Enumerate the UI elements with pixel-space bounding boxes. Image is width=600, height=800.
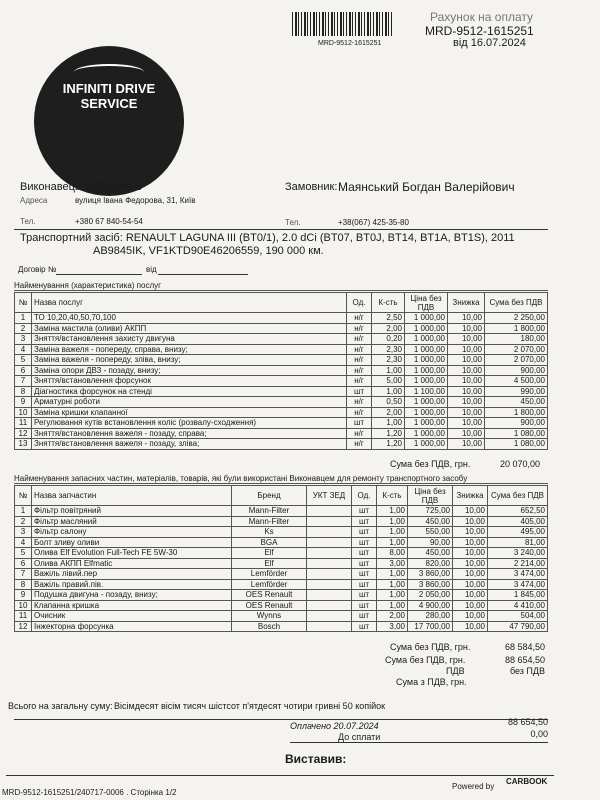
table-cell: шт	[352, 579, 377, 590]
divider	[14, 229, 548, 230]
table-cell	[307, 590, 352, 601]
col-qty: К-сть	[372, 293, 405, 313]
table-cell: шт	[352, 611, 377, 622]
table-cell: н/г	[347, 344, 372, 355]
footer-powered: Powered by	[452, 782, 495, 791]
table-cell: 5	[15, 355, 32, 366]
vehicle-line2: AB9845IK, VF1KTD90E46206559, 190 000 км.	[93, 245, 324, 257]
table-cell: 7	[15, 376, 32, 387]
table-cell: Заміна важеля - попереду, справа, внизу;	[32, 344, 347, 355]
table-row	[15, 600, 548, 611]
customer-tel: +38(067) 425-35-80	[338, 218, 409, 227]
col-price: Ціна без ПДВ	[408, 486, 453, 506]
vat-label: ПДВ	[446, 666, 465, 676]
table-cell: 10,00	[453, 569, 488, 580]
table-cell: 10,00	[453, 548, 488, 559]
table-cell: 10,00	[453, 600, 488, 611]
table-cell: н/г	[347, 323, 372, 334]
table-cell	[307, 516, 352, 527]
table-cell: 4	[15, 344, 32, 355]
invoice-title: Рахунок на оплату	[430, 10, 534, 24]
table-cell: 1 080,00	[485, 428, 548, 439]
table-cell: Зняття/встановлення форсунок	[32, 376, 347, 387]
table-cell	[307, 527, 352, 538]
in-words-text: Вісімдесят вісім тисяч шістсот п'ятдесят чотири гривні 50 копійок	[114, 701, 386, 711]
table-cell: Elf	[232, 558, 307, 569]
table-cell: OES Renault	[232, 590, 307, 601]
table-cell: н/г	[347, 334, 372, 345]
parts-total: 68 584,50	[504, 642, 545, 652]
table-cell: 2 070,00	[485, 355, 548, 366]
table-cell: 1	[15, 506, 32, 517]
table-cell: 2,50	[372, 313, 405, 324]
table-cell	[307, 579, 352, 590]
table-row	[15, 439, 548, 450]
table-cell: 9	[15, 590, 32, 601]
barcode-text: MRD-9512-1615251	[318, 40, 382, 47]
table-cell: шт	[352, 558, 377, 569]
table-row	[15, 569, 548, 580]
table-row	[15, 527, 548, 538]
table-cell: н/г	[347, 439, 372, 450]
executor-label: Виконавець:	[20, 181, 84, 193]
table-cell: н/г	[347, 376, 372, 387]
table-cell	[307, 569, 352, 580]
contract-from: від	[146, 265, 157, 274]
table-cell: 47 790,00	[488, 621, 548, 632]
table-cell: 1 000,00	[405, 313, 448, 324]
table-cell: 504,00	[488, 611, 548, 622]
table-cell: 3,00	[377, 621, 408, 632]
table-cell: 17 700,00	[408, 621, 453, 632]
table-cell: 3 860,00	[408, 579, 453, 590]
table-cell: 1,20	[372, 428, 405, 439]
table-cell: 5,00	[372, 376, 405, 387]
table-cell: 1 000,00	[405, 355, 448, 366]
table-cell: 0,20	[372, 334, 405, 345]
table-cell: 10,00	[448, 344, 485, 355]
services-section-title: Найменування (характеристика) послуг	[14, 281, 548, 291]
footer-doc-ref: MRD-9512-1615251/240717-0006 . Сторінка 1/2	[2, 788, 177, 797]
table-cell: 1 800,00	[485, 407, 548, 418]
table-cell: Elf	[232, 548, 307, 559]
table-cell: 7	[15, 569, 32, 580]
col-part-name: Назва запчастин	[32, 486, 232, 506]
table-cell: 2,00	[372, 407, 405, 418]
table-cell: 10,00	[448, 355, 485, 366]
table-cell: Олива АКПП Elfmatic	[32, 558, 232, 569]
table-row	[15, 579, 548, 590]
table-row	[15, 428, 548, 439]
table-cell: 1	[15, 313, 32, 324]
table-row	[15, 590, 548, 601]
parts-total-label: Сума без ПДВ, грн.	[390, 642, 471, 652]
signature-label: Виставив:	[285, 752, 347, 766]
table-cell: Зняття/встановлення важеля - позаду, зліва;	[32, 439, 347, 450]
table-cell: 10	[15, 600, 32, 611]
table-row	[15, 397, 548, 408]
table-cell: 2,30	[372, 344, 405, 355]
divider	[290, 742, 548, 743]
table-cell: 10,00	[448, 397, 485, 408]
table-cell: 2 050,00	[408, 590, 453, 601]
table-cell: Арматурні роботи	[32, 397, 347, 408]
barcode	[292, 12, 392, 36]
table-cell: 1,00	[377, 537, 408, 548]
col-no: №	[15, 293, 32, 313]
table-cell: 280,00	[408, 611, 453, 622]
table-row	[15, 344, 548, 355]
table-cell: н/г	[347, 407, 372, 418]
table-cell: Фільтр масляний	[32, 516, 232, 527]
vat-value: без ПДВ	[509, 666, 545, 676]
col-qty: К-сть	[377, 486, 408, 506]
table-cell: Регулювання кутів встановлення коліс (розвалу-сходження)	[32, 418, 347, 429]
table-cell: шт	[352, 600, 377, 611]
table-cell: 8	[15, 579, 32, 590]
table-cell: 2,00	[377, 611, 408, 622]
table-cell: Lemförder	[232, 569, 307, 580]
table-cell: 1,20	[372, 439, 405, 450]
table-cell	[307, 537, 352, 548]
contract-label: Договір №	[18, 265, 57, 274]
table-cell: Фільтр салону	[32, 527, 232, 538]
table-cell: 10,00	[448, 439, 485, 450]
paid-amount: 88 654,50	[507, 717, 548, 727]
table-cell: Bosch	[232, 621, 307, 632]
executor-tel: +380 67 840-54-54	[75, 217, 143, 226]
table-cell: н/г	[347, 355, 372, 366]
table-cell: Заміна кришки клапанної	[32, 407, 347, 418]
table-cell: 8,00	[377, 548, 408, 559]
table-cell: 1 000,00	[405, 407, 448, 418]
services-total: 20 070,00	[499, 459, 540, 469]
table-cell: 11	[15, 418, 32, 429]
customer-name: Маянський Богдан Валерійович	[338, 180, 515, 194]
company-logo	[34, 46, 184, 196]
table-cell: 10,00	[453, 611, 488, 622]
table-cell: Mann-Filter	[232, 506, 307, 517]
table-cell: Діагностика форсунок на стенді	[32, 386, 347, 397]
table-cell: Болт зливу оливи	[32, 537, 232, 548]
table-cell: 1,00	[377, 600, 408, 611]
table-cell: 4	[15, 537, 32, 548]
table-cell: н/г	[347, 428, 372, 439]
executor-address: вулиця Івана Федорова, 31, Київ	[75, 196, 196, 205]
col-sum: Сума без ПДВ	[488, 486, 548, 506]
col-brand: Бренд	[232, 486, 307, 506]
due-amount: 0,00	[530, 729, 548, 739]
table-cell: шт	[352, 537, 377, 548]
table-cell: 3,00	[377, 558, 408, 569]
logo-line1: INFINITI DRIVE	[62, 81, 156, 96]
table-cell: 1,00	[377, 579, 408, 590]
table-cell: 3	[15, 527, 32, 538]
table-row	[15, 611, 548, 622]
table-cell	[307, 548, 352, 559]
vehicle-info	[20, 232, 515, 258]
table-cell: Mann-Filter	[232, 516, 307, 527]
table-cell: шт	[347, 418, 372, 429]
table-cell: н/г	[347, 313, 372, 324]
logo-line2: SERVICE	[80, 96, 138, 111]
table-cell: 8	[15, 386, 32, 397]
table-cell: 1,00	[377, 527, 408, 538]
table-cell: 1,00	[372, 386, 405, 397]
table-cell	[307, 621, 352, 632]
table-cell: 450,00	[408, 516, 453, 527]
table-cell: шт	[352, 506, 377, 517]
table-cell	[307, 611, 352, 622]
table-row	[15, 621, 548, 632]
table-row	[15, 548, 548, 559]
table-cell: 81,00	[488, 537, 548, 548]
invoice-number: MRD-9512-1615251	[425, 24, 534, 38]
vehicle-line1: Транспортний засіб: RENAULT LAGUNA III (BT0/1), 2.0 dCi (BT07, BT0J, BT14, BT1A, BT1S), 2011	[20, 232, 515, 244]
table-cell: 10,00	[448, 418, 485, 429]
table-cell: 1 000,00	[405, 418, 448, 429]
table-cell: Заміна опори ДВЗ - позаду, внизу;	[32, 365, 347, 376]
table-row	[15, 558, 548, 569]
executor-tel-label: Тел.	[20, 217, 36, 226]
table-cell: 10,00	[448, 323, 485, 334]
table-cell: шт	[352, 569, 377, 580]
table-cell: Клапанна кришка	[32, 600, 232, 611]
table-cell: Заміна важеля - попереду, зліва, внизу;	[32, 355, 347, 366]
col-sum: Сума без ПДВ	[485, 293, 548, 313]
table-cell: 10,00	[448, 428, 485, 439]
table-cell: Wynns	[232, 611, 307, 622]
table-row	[15, 537, 548, 548]
table-cell: 10,00	[453, 516, 488, 527]
col-discount: Знижка	[448, 293, 485, 313]
col-unit: Од.	[352, 486, 377, 506]
table-row	[15, 506, 548, 517]
table-cell: 1 000,00	[405, 376, 448, 387]
executor-address-label: Адреса	[20, 196, 48, 205]
due-label: До сплати	[338, 732, 381, 742]
table-cell: 2 250,00	[485, 313, 548, 324]
table-cell: 1,00	[377, 516, 408, 527]
table-row	[15, 516, 548, 527]
table-cell: Подушка двигуна - позаду, внизу;	[32, 590, 232, 601]
table-cell: Фільтр повітряний	[32, 506, 232, 517]
table-cell: 1,00	[372, 418, 405, 429]
table-cell: 3 860,00	[408, 569, 453, 580]
table-cell: 1 000,00	[405, 334, 448, 345]
table-cell: 450,00	[485, 397, 548, 408]
table-cell: Зняття/встановлення важеля - позаду, справа;	[32, 428, 347, 439]
table-cell: OES Renault	[232, 600, 307, 611]
in-words-label: Всього на загальну суму:	[8, 701, 113, 711]
table-cell: 2,30	[372, 355, 405, 366]
table-cell: ТО 10,20,40,50,70,100	[32, 313, 347, 324]
table-cell: шт	[352, 548, 377, 559]
table-row	[15, 365, 548, 376]
table-cell: 10,00	[448, 365, 485, 376]
col-ukt: УКТ ЗЕД	[307, 486, 352, 506]
table-cell: 0,50	[372, 397, 405, 408]
table-cell: 10,00	[448, 334, 485, 345]
table-cell: 550,00	[408, 527, 453, 538]
table-cell: 1 000,00	[405, 365, 448, 376]
table-cell: 820,00	[408, 558, 453, 569]
table-cell: 3 240,00	[488, 548, 548, 559]
table-row	[15, 376, 548, 387]
table-row	[15, 407, 548, 418]
table-cell: Олива Elf Evolution Full-Tech FE 5W-30	[32, 548, 232, 559]
table-cell: 900,00	[485, 418, 548, 429]
paid-label: Оплачено 20.07.2024	[290, 721, 379, 731]
table-cell	[307, 558, 352, 569]
table-cell: 990,00	[485, 386, 548, 397]
table-cell: 6	[15, 558, 32, 569]
table-cell: 900,00	[485, 365, 548, 376]
table-cell: шт	[352, 527, 377, 538]
sum-with-vat-label: Сума з ПДВ, грн.	[396, 677, 467, 687]
table-cell: 10,00	[448, 386, 485, 397]
table-row	[15, 386, 548, 397]
table-cell: шт	[352, 590, 377, 601]
table-cell: 1,00	[377, 590, 408, 601]
table-cell: 1 000,00	[405, 397, 448, 408]
table-cell: Інжекторна форсунка	[32, 621, 232, 632]
table-cell: 450,00	[408, 548, 453, 559]
table-cell: Важіль правий.пів.	[32, 579, 232, 590]
table-cell: 1,00	[377, 569, 408, 580]
table-cell	[307, 600, 352, 611]
customer-tel-label: Тел.	[285, 218, 301, 227]
parts-table	[14, 485, 548, 632]
executor-name: IDService	[86, 178, 143, 193]
table-cell: 495,00	[488, 527, 548, 538]
table-cell: 2 214,00	[488, 558, 548, 569]
table-cell: 2 070,00	[485, 344, 548, 355]
divider	[14, 719, 548, 720]
table-cell: 10,00	[448, 313, 485, 324]
table-cell: 1 000,00	[405, 323, 448, 334]
table-cell: 10	[15, 407, 32, 418]
table-cell: 1 080,00	[485, 439, 548, 450]
table-cell: 10,00	[453, 558, 488, 569]
table-row	[15, 313, 548, 324]
table-cell: 5	[15, 548, 32, 559]
table-cell: Зняття/встановлення захисту двигуна	[32, 334, 347, 345]
table-row	[15, 323, 548, 334]
table-cell: BGA	[232, 537, 307, 548]
table-cell: 10,00	[453, 506, 488, 517]
table-cell: 2,00	[372, 323, 405, 334]
col-service-name: Назва послуг	[32, 293, 347, 313]
parts-section-title: Найменування запасних частин, матеріалів, товарів, які були використані Виконавцем для ремонту транспортного засобу	[14, 474, 548, 484]
table-row	[15, 418, 548, 429]
services-table	[14, 292, 548, 450]
table-cell: 725,00	[408, 506, 453, 517]
table-cell: 180,00	[485, 334, 548, 345]
table-cell: 10,00	[453, 590, 488, 601]
table-cell: 652,50	[488, 506, 548, 517]
table-cell: 11	[15, 611, 32, 622]
table-cell: шт	[352, 621, 377, 632]
table-cell: 2	[15, 516, 32, 527]
table-cell: Очисник	[32, 611, 232, 622]
table-cell: 12	[15, 428, 32, 439]
table-cell: 1 000,00	[405, 439, 448, 450]
table-cell: 1 100,00	[405, 386, 448, 397]
table-cell: н/г	[347, 397, 372, 408]
table-cell: 10,00	[453, 579, 488, 590]
table-cell: Lemförder	[232, 579, 307, 590]
table-cell: 405,00	[488, 516, 548, 527]
table-cell: Ks	[232, 527, 307, 538]
table-cell: 12	[15, 621, 32, 632]
table-cell: 13	[15, 439, 32, 450]
table-cell: 90,00	[408, 537, 453, 548]
table-cell: 3 474,00	[488, 579, 548, 590]
contract-date-line	[158, 274, 248, 275]
table-cell: 3	[15, 334, 32, 345]
col-no: №	[15, 486, 32, 506]
table-cell: 4 900,00	[408, 600, 453, 611]
table-cell: 1,00	[372, 365, 405, 376]
table-cell: 2	[15, 323, 32, 334]
table-cell: 4 500,00	[485, 376, 548, 387]
table-cell: 1,00	[377, 506, 408, 517]
table-cell: шт	[347, 386, 372, 397]
col-unit: Од.	[347, 293, 372, 313]
table-cell: н/г	[347, 365, 372, 376]
table-cell: 1 000,00	[405, 428, 448, 439]
services-total-label: Сума без ПДВ, грн.	[390, 459, 471, 469]
table-cell: 1 800,00	[485, 323, 548, 334]
signature-line	[6, 775, 554, 776]
table-cell: 10,00	[453, 537, 488, 548]
col-price: Ціна без ПДВ	[405, 293, 448, 313]
col-discount: Знижка	[453, 486, 488, 506]
car-silhouette-icon	[74, 64, 144, 80]
table-cell: 1 000,00	[405, 344, 448, 355]
table-row	[15, 334, 548, 345]
table-cell: Заміна мастила (оливи) АКПП	[32, 323, 347, 334]
table-cell: 3 474,00	[488, 569, 548, 580]
invoice-date: від 16.07.2024	[453, 37, 526, 49]
grand-total: 88 654,50	[504, 655, 545, 665]
table-cell: 6	[15, 365, 32, 376]
footer-brand: CARBOOK	[506, 777, 548, 786]
contract-line	[56, 274, 142, 275]
table-cell: 1 845,00	[488, 590, 548, 601]
table-row	[15, 355, 548, 366]
customer-label: Замовник:	[285, 181, 338, 193]
table-cell: 10,00	[448, 376, 485, 387]
table-cell: Важіль лівий.пер	[32, 569, 232, 580]
table-cell: 10,00	[453, 621, 488, 632]
table-cell: 10,00	[448, 407, 485, 418]
grand-total-label: Сума без ПДВ, грн.	[385, 655, 466, 665]
table-cell: 4 410,00	[488, 600, 548, 611]
table-cell: шт	[352, 516, 377, 527]
table-cell: 10,00	[453, 527, 488, 538]
table-cell	[307, 506, 352, 517]
table-cell: 9	[15, 397, 32, 408]
